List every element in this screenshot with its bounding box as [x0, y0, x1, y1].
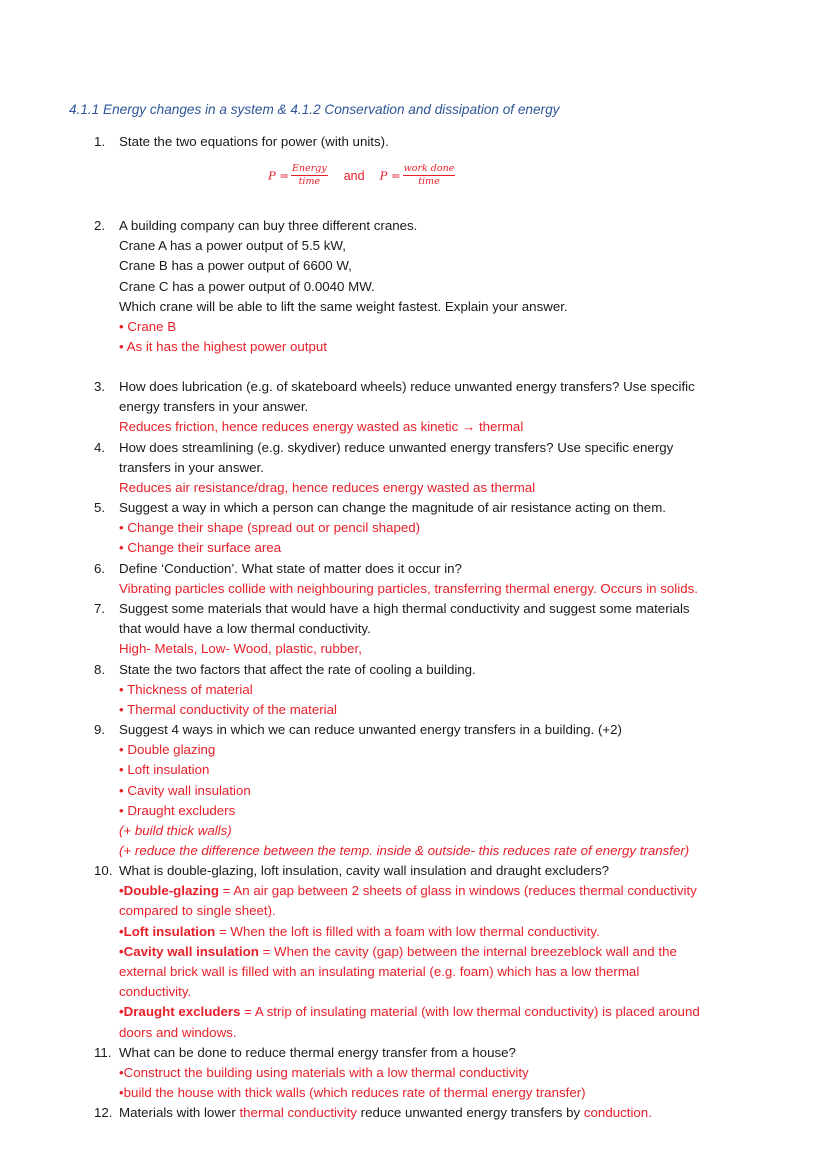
question-12	[94, 1103, 754, 1123]
answer-text: Vibrating particles collide with neighbouring particles, transferring thermal energy. Occurs in solids.	[119, 581, 698, 597]
question-number: 6.	[94, 561, 106, 576]
question-text: What can be done to reduce thermal energy transfer from a house?	[119, 1045, 516, 1060]
equation-and: and	[343, 168, 365, 183]
answer-term: •Draught excluders	[119, 1004, 241, 1020]
answer-term: •Loft insulation	[119, 923, 216, 939]
question-11	[94, 1043, 754, 1104]
equation-1-numerator: Energy	[292, 163, 327, 174]
question-number: 11.	[94, 1045, 112, 1060]
question-7	[94, 599, 754, 660]
question-number: 7.	[94, 601, 106, 616]
question-number: 10.	[94, 863, 113, 878]
answer-definition: = When the loft is filled with a foam with low thermal conductivity.	[215, 923, 600, 939]
question-text: How does lubrication (e.g. of skateboard wheels) reduce unwanted energy transfers? Use specific	[119, 379, 695, 394]
answer-definition: = An air gap between 2 sheets of glass in windows (reduces thermal conductivity	[218, 883, 697, 899]
question-number: 9.	[94, 722, 106, 737]
question-text: Define ‘Conduction’. What state of matter does it occur in?	[119, 561, 462, 576]
question-2	[94, 216, 754, 357]
question-text: transfers in your answer.	[119, 460, 264, 476]
answer-blank: thermal conductivity	[239, 1105, 357, 1120]
text-part: Materials with lower	[119, 1105, 240, 1120]
text-part: reduce unwanted energy transfers by	[356, 1105, 584, 1120]
answer-loft-insulation	[119, 922, 754, 942]
question-text: energy transfers in your answer.	[119, 399, 309, 415]
answer-blank: conduction.	[583, 1105, 652, 1120]
equation-2-fraction	[403, 163, 456, 188]
answer-cavity-wall	[119, 942, 754, 962]
question-8	[94, 660, 754, 721]
answer-text: • Thickness of material	[119, 682, 253, 698]
answer-text: Reduces air resistance/drag, hence reduces energy wasted as thermal	[119, 480, 536, 496]
question-text: State the two equations for power (with units).	[119, 134, 389, 149]
answer-text: High- Metals, Low- Wood, plastic, rubber,	[119, 641, 362, 657]
question-number: 12.	[94, 1105, 113, 1120]
question-number: 8.	[94, 662, 106, 677]
answer-text: Reduces friction, hence reduces energy wasted as kinetic → thermal	[119, 419, 524, 435]
equation-2-lhs: P =	[379, 168, 401, 183]
equation-1-denominator: time	[298, 176, 321, 187]
question-5	[94, 498, 754, 559]
question-number: 2.	[94, 218, 106, 233]
answer-definition: = When the cavity (gap) between the internal breezeblock wall and the	[258, 943, 677, 959]
answer-text: • Crane B	[119, 319, 177, 335]
equation-2-numerator: work done	[403, 163, 455, 174]
answer-text: • Change their shape (spread out or pencil shaped)	[119, 520, 421, 536]
answer-text: •Construct the building using materials with a low thermal conductivity	[119, 1065, 529, 1081]
answer-text: • Change their surface area	[119, 540, 282, 556]
answer-text: conductivity.	[119, 984, 192, 1000]
answer-text: doors and windows.	[119, 1024, 237, 1040]
equation-2-denominator: time	[418, 176, 440, 187]
question-text: Suggest some materials that would have a high thermal conductivity and suggest some materials	[119, 601, 690, 616]
answer-double-glazing	[119, 881, 754, 901]
question-number: 1.	[94, 134, 106, 149]
question-1	[94, 132, 754, 152]
answer-definition: = A strip of insulating material (with low thermal conductivity) is placed around	[240, 1004, 700, 1020]
question-text: What is double-glazing, loft insulation, cavity wall insulation and draught excluders?	[119, 863, 610, 878]
answer-text: • Loft insulation	[119, 762, 210, 778]
question-number: 4.	[94, 440, 106, 455]
answer-text: •build the house with thick walls (which reduces rate of thermal energy transfer)	[119, 1085, 586, 1101]
question-number: 5.	[94, 500, 106, 515]
question-number: 3.	[94, 379, 106, 394]
answer-text: compared to single sheet).	[119, 903, 276, 919]
section-heading: 4.1.1 Energy changes in a system & 4.1.2 Conservation and dissipation of energy	[69, 102, 560, 117]
answer-text: external brick wall is filled with an insulating material (e.g. foam) which has a low thermal	[119, 964, 640, 980]
answer-term: •Cavity wall insulation	[119, 943, 259, 959]
question-4	[94, 438, 754, 499]
question-9	[94, 720, 754, 861]
equation-1-lhs: P =	[268, 168, 290, 183]
question-text: Which crane will be able to lift the same weight fastest. Explain your answer.	[119, 298, 568, 314]
answer-text: • Double glazing	[119, 742, 216, 758]
answer-draught-excluders	[119, 1002, 754, 1022]
answer-text: • Draught excluders	[119, 802, 236, 818]
power-equations	[268, 163, 455, 188]
question-3	[94, 377, 754, 438]
question-text: Suggest 4 ways in which we can reduce unwanted energy transfers in a building. (+2)	[119, 722, 622, 737]
answer-text: • Thermal conductivity of the material	[119, 702, 337, 718]
answer-text: • As it has the highest power output	[119, 339, 327, 355]
question-text: How does streamlining (e.g. skydiver) reduce unwanted energy transfers? Use specific energy	[119, 440, 674, 455]
question-text: that would have a low thermal conductivity.	[119, 621, 371, 637]
answer-extra: (+ build thick walls)	[119, 823, 232, 839]
answer-term: •Double-glazing	[119, 883, 219, 899]
question-text: State the two factors that affect the rate of cooling a building.	[119, 662, 476, 677]
question-text: A building company can buy three different cranes.	[119, 218, 418, 233]
answer-text: • Cavity wall insulation	[119, 782, 251, 798]
question-text: Suggest a way in which a person can change the magnitude of air resistance acting on them.	[119, 500, 666, 515]
question-text	[119, 1103, 754, 1123]
question-text: Crane A has a power output of 5.5 kW,	[119, 238, 346, 254]
question-text: Crane C has a power output of 0.0040 MW.	[119, 278, 375, 294]
equation-1-fraction	[291, 163, 328, 188]
question-10	[94, 861, 754, 1043]
question-text: Crane B has a power output of 6600 W,	[119, 258, 352, 274]
answer-extra: (+ reduce the difference between the temp. inside & outside- this reduces rate of energy transfer)	[119, 843, 690, 859]
question-6	[94, 559, 754, 599]
